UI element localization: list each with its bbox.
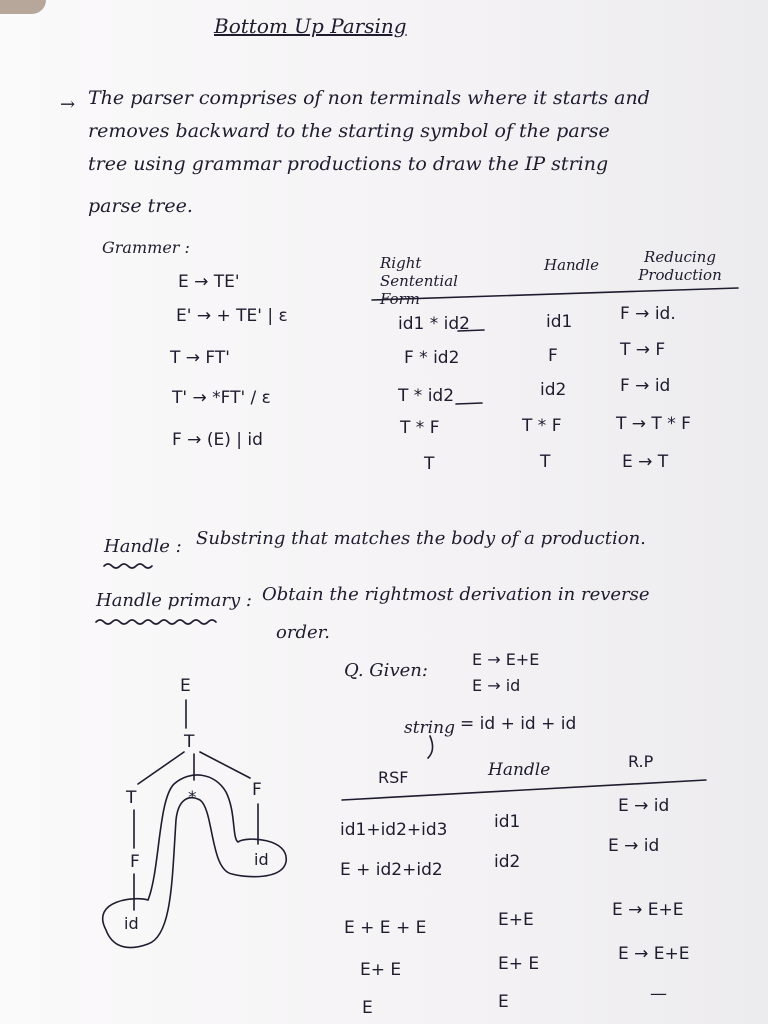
tree-node: T: [184, 732, 195, 752]
table1-header-rule: [372, 288, 738, 300]
question-rule: E → E+E: [472, 650, 540, 669]
table2-cell: E+E: [498, 910, 534, 930]
table1-cell: T * id2: [398, 386, 455, 406]
tree-node: *: [188, 788, 197, 808]
intro-line: parse tree.: [88, 195, 193, 217]
table2-header-rule: [342, 780, 706, 800]
grammar-rule: F → (E) | id: [172, 430, 263, 450]
handle-primary-definition-cont: order.: [276, 622, 330, 643]
tree-node: E: [180, 676, 191, 696]
handle-primary-term: Handle primary :: [96, 590, 252, 611]
handle-primary-squiggle: [96, 620, 216, 624]
table2-header: RSF: [378, 768, 409, 787]
tree-node: id: [124, 914, 139, 933]
table1-cell: F → id.: [620, 304, 676, 324]
table1-cell: T: [540, 452, 551, 472]
page-title: Bottom Up Parsing: [214, 14, 407, 38]
table2-header: R.P: [628, 752, 654, 771]
table2-cell: id1: [494, 812, 521, 832]
table1-cell: E → T: [622, 452, 669, 472]
table1-cell: id1 * id2: [398, 314, 470, 334]
question-label: Q. Given:: [344, 660, 428, 681]
table2-cell: E → E+E: [612, 900, 684, 920]
tree-edge: [138, 752, 184, 784]
bullet-arrow-icon: →: [60, 94, 76, 115]
tree-node: T: [126, 788, 137, 808]
underline-stroke: [458, 330, 484, 331]
table1-cell: T: [424, 454, 435, 474]
handle-term: Handle :: [104, 536, 182, 557]
table2-cell: id1+id2+id3: [340, 820, 448, 840]
table1-cell: id2: [540, 380, 567, 400]
handle-loop: [103, 775, 287, 948]
table1-cell: T * F: [522, 416, 562, 436]
table1-cell: F → id: [620, 376, 671, 396]
intro-line: removes backward to the starting symbol of the parse: [88, 120, 610, 142]
question-rule: E → id: [472, 676, 521, 695]
table1-cell: F * id2: [404, 348, 460, 368]
table2-cell: —: [650, 984, 667, 1004]
table1-cell: id1: [546, 312, 573, 332]
table1-cell: T * F: [400, 418, 440, 438]
grammar-rule: E → TE': [178, 272, 240, 292]
handle-squiggle: [104, 564, 152, 568]
handle-primary-definition: Obtain the rightmost derivation in reverse: [262, 584, 650, 605]
table2-cell: E → id: [618, 796, 670, 816]
string-value: = id + id + id: [460, 714, 577, 734]
tree-node: F: [252, 780, 262, 800]
tree-node: id: [254, 850, 269, 869]
grammar-rule: E' → + TE' | ε: [176, 306, 288, 326]
table2-header: Handle: [488, 760, 551, 780]
underline-stroke: [428, 736, 433, 758]
table2-cell: id2: [494, 852, 521, 872]
table2-cell: E: [362, 998, 373, 1018]
table1-cell: F: [548, 346, 558, 366]
table1-header: Reducing Production: [638, 248, 722, 284]
underline-stroke: [456, 403, 482, 404]
tree-edge: [200, 752, 250, 778]
intro-line: The parser comprises of non terminals where it starts and: [88, 87, 650, 109]
grammar-rule: T' → *FT' / ε: [172, 388, 271, 408]
table2-cell: E + E + E: [344, 918, 427, 938]
table1-header: Right Sentential Form: [380, 254, 458, 308]
grammar-label: Grammer :: [102, 238, 190, 257]
grammar-rule: T → FT': [170, 348, 230, 368]
table1-cell: T → T * F: [616, 414, 691, 434]
table1-header: Handle: [544, 256, 599, 274]
handle-definition: Substring that matches the body of a production.: [196, 528, 646, 549]
table2-cell: E → id: [608, 836, 660, 856]
table2-cell: E + id2+id2: [340, 860, 443, 880]
table2-cell: E+ E: [498, 954, 540, 974]
table2-cell: E → E+E: [618, 944, 690, 964]
table1-cell: T → F: [620, 340, 666, 360]
tree-node: F: [130, 852, 140, 872]
table2-cell: E+ E: [360, 960, 402, 980]
intro-line: tree using grammar productions to draw the IP string: [88, 153, 609, 175]
string-label: string: [404, 718, 455, 738]
table2-cell: E: [498, 992, 509, 1012]
